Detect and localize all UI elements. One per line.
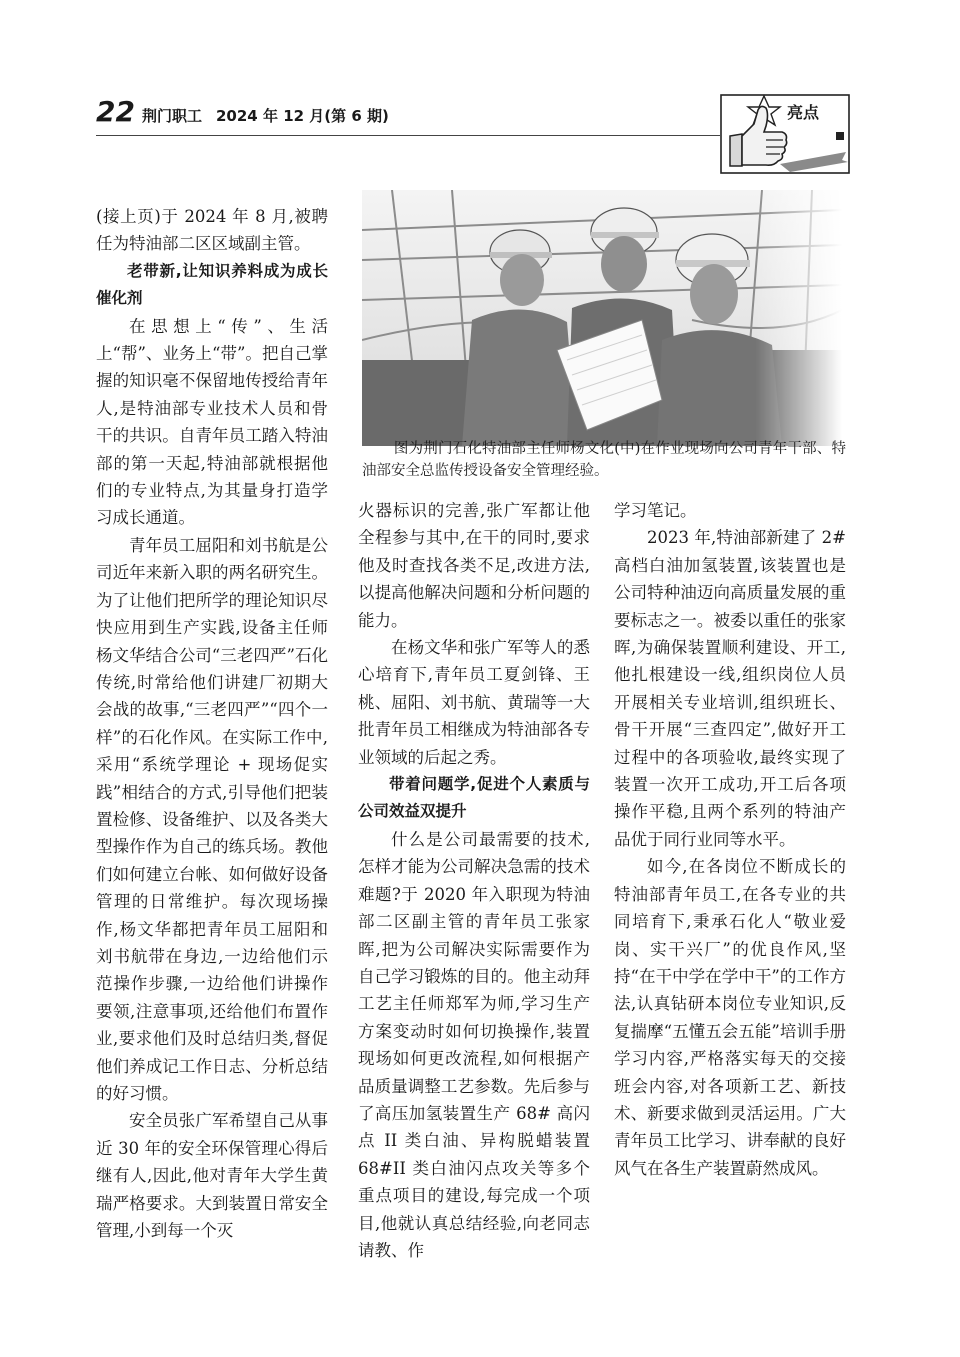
issue-date: 2024 年 12 月(第 6 期) xyxy=(216,107,389,125)
section-heading: 老带新,让知识养料成为成长催化剂 xyxy=(96,261,328,308)
worksite-photo xyxy=(362,190,842,446)
paragraph: 青年员工屈阳和刘书航是公司近年来新入职的两名研究生。为了让他们把所学的理论知识尽快应用到生产实践,设备主任师杨文华结合公司“三老四严”石化传统,时常给他们讲建厂初期大会战的故事,“三老四严”“四个一样”的石化作风。在实际工作中,采用“系统学理论 + 现场促实践”相结合的方式,引导他们把装置检修、设备维护、以及各类大型操作作为自己的练兵场。教他们如何建立台帐、如何做好设备管理的日常维护。每次现场操作,杨文华都把青年员工屈阳和刘书航带在身边,一边给他们示范操作步骤,一边给他们讲操作要领,注意事项,还给他们布置作业,要求他们及时总结归类,督促他们养成记工作日志、分析总结的好习惯。 xyxy=(96,535,328,1103)
paragraph: (接上页)于 2024 年 8 月,被聘任为特油部二区区域副主管。 xyxy=(96,207,328,254)
paragraph: 在思想上“传”、生活上“帮”、业务上“带”。把自己掌握的知识毫不保留地传授给青年人,是特油部专业技术人员和骨干的共识。自青年员工踏入特油部的第一天起,特油部就根据他们的专业特点,为其量身打造学习成长通道。 xyxy=(96,316,328,528)
paragraph: 什么是公司最需要的技术,怎样才能为公司解决急需的技术难题?于 2020 年入职现为特油部二区副主管的青年员工张家晖,把为公司解决实际需要作为自己学习锻炼的目的。他主动拜工艺主任师郑军为师,学习生产方案变动时如何切换操作,装置现场如何更改流程,如何根据产品质量调整工艺参数。先后参与了高压加氢装置生产 68# 高闪点 II 类白油、异构脱蜡装置 68#II 类白油闪点攻关等多个重点项目的建设,每完成一个项目,他就认真总结经验,向老同志请教、作 xyxy=(358,829,590,1260)
paragraph: 在杨文华和张广军等人的悉心培育下,青年员工夏剑锋、王桃、屈阳、刘书航、黄瑞等一大批青年员工相继成为特油部各专业领域的后起之秀。 xyxy=(358,638,590,767)
magazine-name: 荆门职工 xyxy=(142,107,203,125)
section-label: 亮点 xyxy=(786,103,819,122)
paragraph: 如今,在各岗位不断成长的特油部青年员工,在各专业的共同培育下,秉承石化人“敬业爱岗、实干兴厂”的优良作风,坚持“在干中学在学中干”的工作方法,认真钻研本岗位专业知识,反复揣摩“五懂五会五能”培训手册学习内容,严格落实每天的交接班会内容,对各项新工艺、新技术、新要求做到灵活运用。广大青年员工比学习、讲奉献的良好风气在各生产装置蔚然成风。 xyxy=(614,857,846,1178)
paragraph: 安全员张广军希望自己从事近 30 年的安全环保管理心得后继有人,因此,他对青年大学生黄瑞严格要求。大到装置日常安全管理,小到每一个灭 xyxy=(96,1111,328,1241)
section-heading: 带着问题学,促进个人素质与公司效益双提升 xyxy=(358,775,590,821)
page-number: 22 xyxy=(96,95,135,128)
paragraph: 火器标识的完善,张广军都让他全程参与其中,在干的同时,要求他及时查找各类不足,改进方法,以提高他解决问题和分析问题的能力。 xyxy=(358,501,590,630)
paragraph: 学习笔记。 xyxy=(614,501,697,520)
article-column-1 xyxy=(96,203,328,1244)
header-rule xyxy=(96,135,720,136)
paragraph: 2023 年,特油部新建了 2# 高档白油加氢装置,该装置也是公司特种油迈向高质量发展的重要标志之一。被委以重任的张家晖,为确保装置顺利建设、开工,他扎根建设一线,组织岗位人员开展相关专业培训,组织班长、骨干开展“三查四定”,做好开工过程中的各项验收,最终实现了装置一次开工成功,开工后各项操作平稳,且两个系列的特油产品优于同行业同等水平。 xyxy=(614,528,846,849)
article-column-2 xyxy=(358,497,590,1264)
article-column-3 xyxy=(614,497,846,1182)
photo-caption: 图为荆门石化特油部主任师杨文化(中)在作业现场向公司青年干部、特油部安全总监传授设备安全管理经验。 xyxy=(362,441,846,479)
